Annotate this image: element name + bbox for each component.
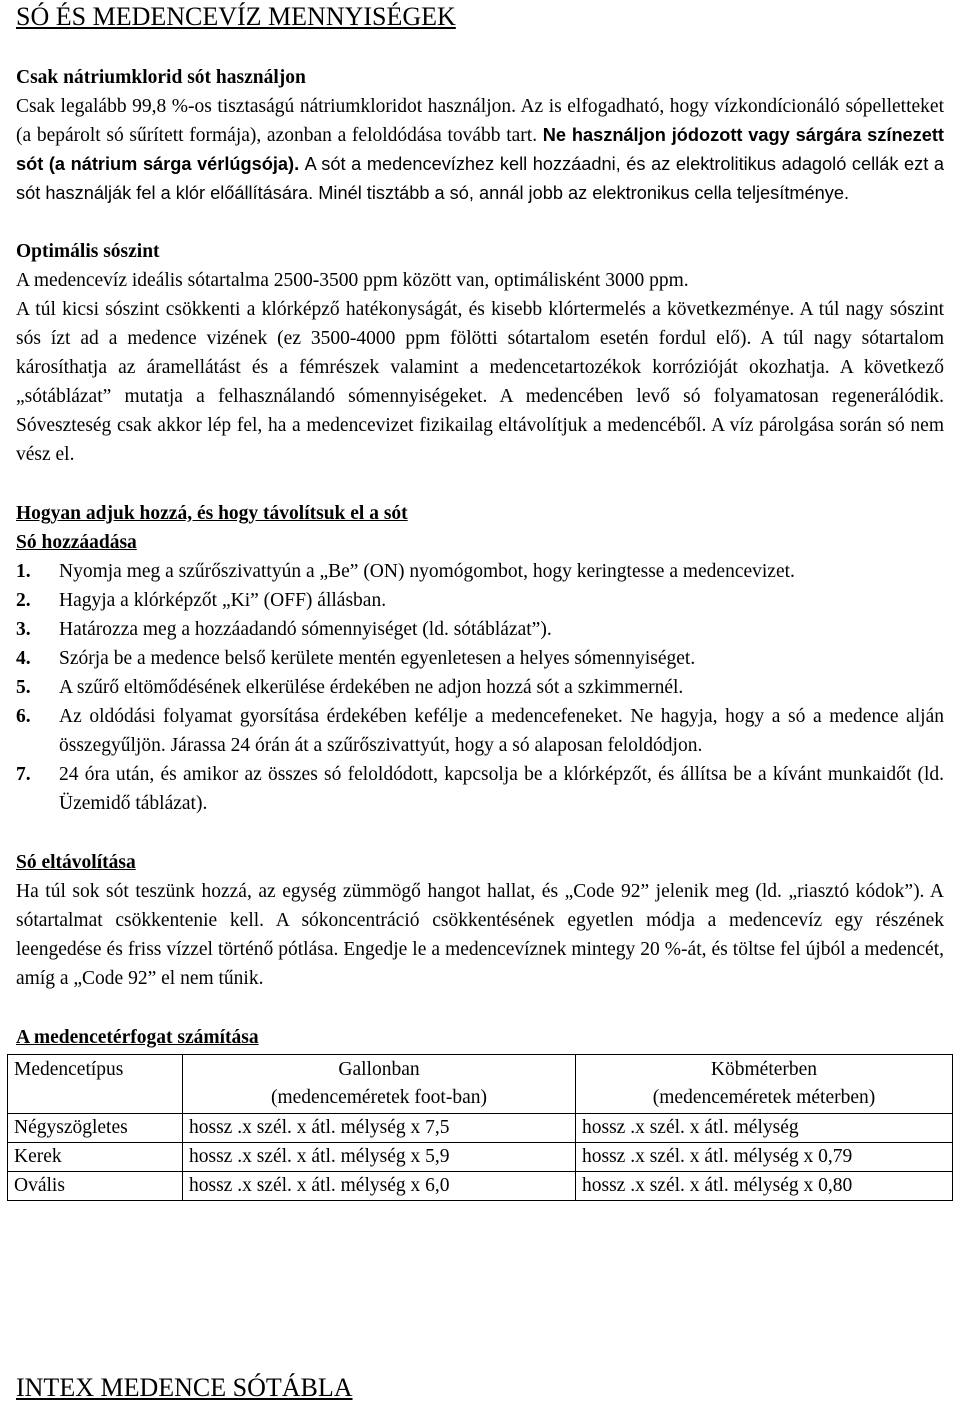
step-text: Határozza meg a hozzáadandó sómennyiséget (ld. sótáblázat”).: [59, 619, 552, 640]
table-header-row: [8, 1055, 953, 1114]
step-number: 2.: [16, 590, 31, 611]
column-header-pool-type: Medencetípus: [8, 1055, 183, 1114]
table-cell: hossz .x szél. x átl. mélység x 0,80: [576, 1172, 953, 1201]
step-text: Szórja be a medence belső kerülete mentén egyenletesen a helyes sómennyiséget.: [59, 648, 696, 669]
table-cell: Ovális: [8, 1172, 183, 1201]
step-number: 7.: [16, 764, 31, 785]
list-item: [16, 760, 944, 818]
list-item: [16, 615, 944, 644]
step-number: 4.: [16, 648, 31, 669]
spacer: [16, 818, 944, 848]
section-heading-pool-volume: A medencetérfogat számítása: [16, 1027, 259, 1048]
steps-list: [16, 557, 944, 818]
column-header-gallons: Gallonban (medenceméretek foot-ban): [183, 1055, 576, 1114]
step-text: Hagyja a klórképzőt „Ki” (OFF) állásban.: [59, 590, 387, 611]
list-item: [16, 557, 944, 586]
spacer: [16, 469, 944, 499]
pool-volume-table: [7, 1054, 953, 1201]
paragraph-text: Csak legalább 99,8 %-os tisztaságú nátriumkloridot használjon. Az is elfogadható, hogy vízkondícionáló sópelletteket (a bepárolt só sűrített formája), azonban a feloldódása tovább tart.: [16, 96, 944, 146]
section-heading-remove-salt: Só eltávolítása: [16, 852, 136, 873]
step-number: 3.: [16, 619, 31, 640]
list-item: [16, 586, 944, 615]
table-row: [8, 1114, 953, 1143]
step-text: 24 óra után, és amikor az összes só feloldódott, kapcsolja be a klórképzőt, és állítsa be a kívánt munkaidőt (ld. Üzemidő táblázat).: [59, 764, 944, 814]
table-row: [8, 1172, 953, 1201]
paragraph-text: A túl kicsi sószint csökkenti a klórképző hatékonyságát, és kisebb klórtermelés a következménye. A túl nagy sószint sós ízt ad a medence vizének (ez 3500-4000 ppm fölötti sótartalom esetén fordul elő). A túl nagy sótartalom károsíthatja az áramellátást és a fémrészek valamint a medencetartozékok korrózióját okozhatja. A következő „sótáblázat” mutatja a felhasználandó sómennyiségeket. A medencében levő só folyamatosan regenerálódik. Sóveszteség csak akkor lép fel, ha a medencevizet fizikailag eltávolítjuk a medencéből. A víz párolgása során só nem vész el.: [16, 299, 944, 465]
step-text: A szűrő eltömődésének elkerülése érdekében ne adjon hozzá sót a szkimmernél.: [59, 677, 684, 698]
spacer: [16, 993, 944, 1023]
section-heading-optimal-salt: Optimális sószint: [16, 241, 160, 262]
warning-text: Ne használjon jódozott vagy sárgára színezett sót (a nátrium sárga vérlúgsója).: [16, 125, 944, 174]
step-number: 6.: [16, 706, 31, 727]
bottom-title: INTEX MEDENCE SÓTÁBLA: [16, 1373, 353, 1402]
table-cell: hossz .x szél. x átl. mélység x 6,0: [183, 1172, 576, 1201]
table-cell: hossz .x szél. x átl. mélység: [576, 1114, 953, 1143]
spacer: [16, 33, 944, 63]
subheading-add-salt: Só hozzáadása: [16, 532, 137, 553]
paragraph-text: A sót a medencevízhez kell hozzáadni, és az elektrolitikus adagoló cellák ezt a sót használják fel a klór előállítására. Minél tisztább a só, annál jobb az elektronikus cella teljesítménye.: [16, 154, 944, 203]
step-number: 5.: [16, 677, 31, 698]
list-item: [16, 702, 944, 760]
section-paragraph-sodium-chloride: [16, 92, 944, 208]
spacer: [16, 208, 944, 237]
column-header-cubic-meters: Köbméterben (medenceméretek méterben): [576, 1055, 953, 1114]
table-cell: Négyszögletes: [8, 1114, 183, 1143]
table-cell: Kerek: [8, 1143, 183, 1172]
list-item: [16, 673, 944, 702]
step-text: Nyomja meg a szűrőszivattyún a „Be” (ON) nyomógombot, hogy keringtesse a medencevizet.: [59, 561, 795, 582]
table-body: [8, 1114, 953, 1201]
table-row: [8, 1143, 953, 1172]
section-heading-sodium-chloride: Csak nátriumklorid sót használjon: [16, 67, 306, 88]
step-text: Az oldódási folyamat gyorsítása érdekében kefélje a medencefeneket. Ne hagyja, hogy a só a medence alján összegyűljön. Járassa 24 órán át a szűrőszivattyút, hogy a só alaposan feloldódjon.: [59, 706, 944, 756]
table-cell: hossz .x szél. x átl. mélység x 0,79: [576, 1143, 953, 1172]
list-item: [16, 644, 944, 673]
paragraph-text: A medencevíz ideális sótartalma 2500-3500 ppm között van, optimálisként 3000 ppm.: [16, 270, 689, 291]
section-heading-add-remove-salt: Hogyan adjuk hozzá, és hogy távolítsuk el a sót: [16, 503, 408, 524]
page-title: SÓ ÉS MEDENCEVÍZ MENNYISÉGEK: [16, 2, 456, 31]
paragraph-text: Ha túl sok sót teszünk hozzá, az egység zümmögő hangot hallat, és „Code 92” jelenik meg (ld. „riasztó kódok”). A sótartalmat csökkentenie kell. A sókoncentráció csökkentésének egyetlen módja a medencevíz egy részének leengedése és friss vízzel történő pótlása. Engedje le a medencevíznek mintegy 20 %-át, és töltse fel újból a medencét, amíg a „Code 92” el nem tűnik.: [16, 881, 944, 989]
table-cell: hossz .x szél. x átl. mélység x 5,9: [183, 1143, 576, 1172]
step-number: 1.: [16, 561, 31, 582]
table-cell: hossz .x szél. x átl. mélység x 7,5: [183, 1114, 576, 1143]
